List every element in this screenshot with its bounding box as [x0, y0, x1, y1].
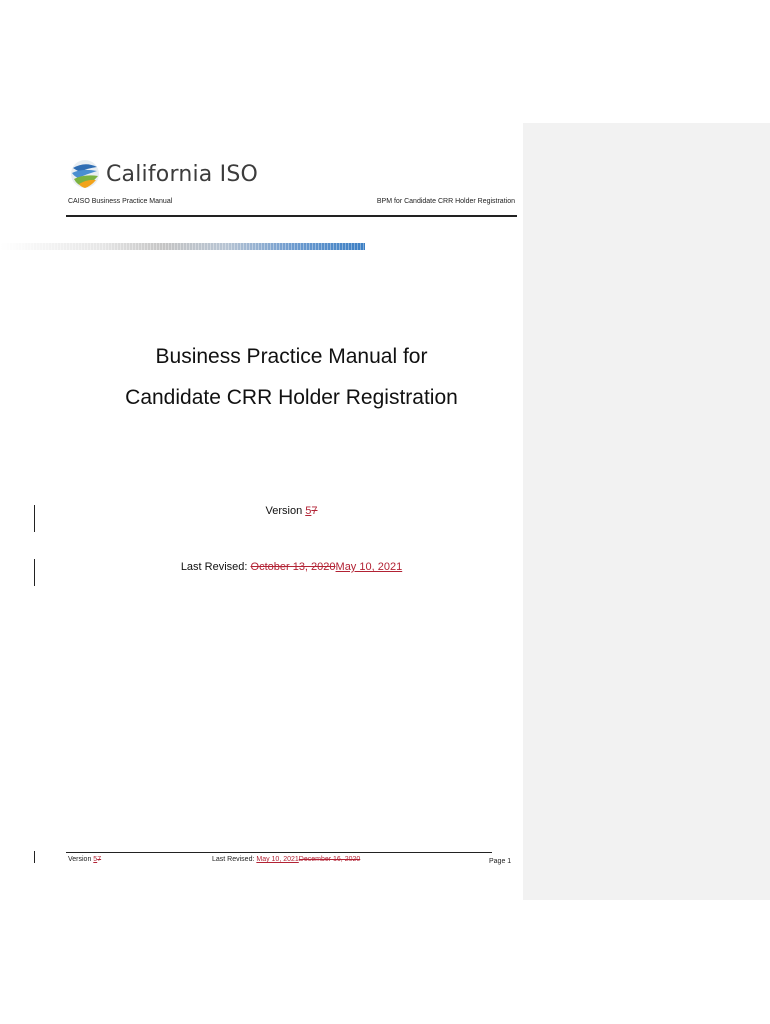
- document-title-line-1: Business Practice Manual for: [155, 345, 428, 368]
- last-revised-inserted: May 10, 2021: [335, 561, 403, 573]
- version-label: Version: [265, 505, 306, 517]
- header-bpm-title: BPM for Candidate CRR Holder Registration: [376, 198, 515, 205]
- version-inserted: 5: [305, 505, 312, 517]
- footer-version: [68, 856, 101, 863]
- revision-change-bar: [34, 559, 35, 586]
- version-deleted: 7: [311, 505, 318, 517]
- last-revised-line: [66, 561, 517, 573]
- last-revised-label: Last Revised:: [180, 561, 251, 573]
- version-line: [66, 505, 517, 517]
- footer-page-number: Page 1: [489, 858, 512, 865]
- footer-version-label: Version: [68, 856, 94, 863]
- last-revised-deleted: October 13, 2020: [250, 561, 336, 573]
- footer-rule: [66, 852, 492, 853]
- header-rule: [66, 215, 517, 217]
- footer-version-deleted: 7: [97, 856, 102, 863]
- document-title-line-2: Candidate CRR Holder Registration: [125, 386, 458, 409]
- footer-revised-deleted: December 16, 2020: [298, 856, 361, 863]
- revision-change-bar: [34, 851, 35, 863]
- decorative-gradient-bar: [0, 243, 365, 250]
- california-iso-logo: [70, 158, 258, 190]
- footer-revised-inserted: May 10, 2021: [256, 856, 299, 863]
- revision-change-bar: [34, 505, 35, 532]
- footer-version-inserted: 5: [93, 856, 98, 863]
- comment-pane: [523, 123, 770, 900]
- logo-wordmark: California ISO: [106, 161, 259, 187]
- footer-revised-label: Last Revised:: [212, 856, 257, 863]
- footer-last-revised: [212, 856, 360, 863]
- header-manual-name: CAISO Business Practice Manual: [68, 198, 173, 205]
- globe-logo-icon: [70, 159, 100, 189]
